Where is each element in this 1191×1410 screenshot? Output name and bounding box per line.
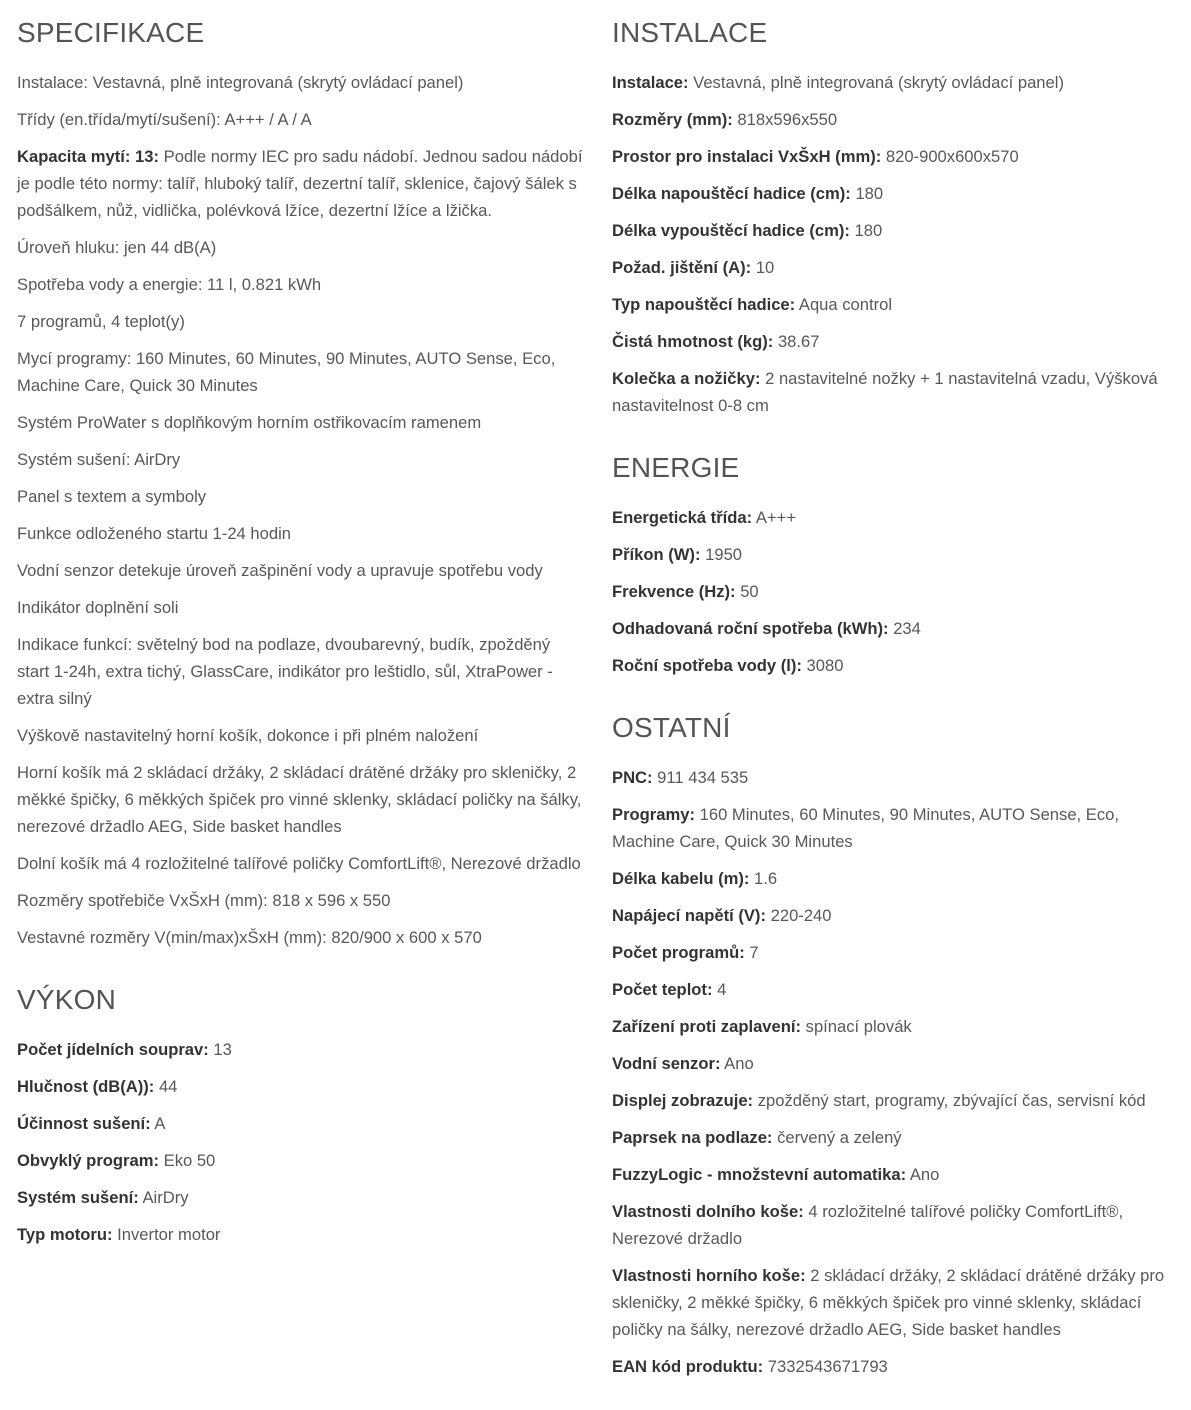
spec-list [17,1036,583,1248]
spec-value: Aqua control [795,295,893,314]
spec-value: 820-900x600x570 [881,147,1019,166]
spec-label: Odhadovaná roční spotřeba (kWh): [612,619,889,638]
spec-item [17,631,583,712]
spec-item [17,1184,583,1211]
spec-value: Eko 50 [159,1151,216,1170]
spec-item [612,328,1178,355]
spec-item [612,291,1178,318]
spec-value: Systém ProWater s doplňkovým horním ostřikovacím ramenem [17,413,482,432]
spec-value: 1950 [700,545,743,564]
spec-label: Instalace: [612,73,689,92]
spec-item [612,1353,1178,1380]
spec-value: Horní košík má 2 skládací držáky, 2 skládací drátěné držáky pro skleničky, 2 měkké špičky, 6 měkkých špiček pro vinné sklenky, skládací poličky na šálky, nerezové držadlo AEG, Side basket handles [17,763,582,836]
spec-label: Počet programů: [612,943,745,962]
spec-value: 38.67 [773,332,820,351]
section-title: ENERGIE [612,452,740,483]
spec-item [612,69,1178,96]
spec-value: 4 [712,980,727,999]
spec-value: 13 [208,1040,232,1059]
spec-item [612,939,1178,966]
spec-item [612,143,1178,170]
spec-label: FuzzyLogic - množstevní automatika: [612,1165,907,1184]
spec-value: A+++ [752,508,797,527]
spec-item [612,180,1178,207]
spec-label: Roční spotřeba vody (l): [612,656,802,675]
spec-item [17,345,583,399]
spec-item [612,365,1178,419]
spec-item [612,541,1178,568]
spec-value: Invertor motor [112,1225,221,1244]
section-title: OSTATNÍ [612,712,731,743]
spec-list [612,504,1178,679]
spec-label: Prostor pro instalaci VxŠxH (mm): [612,147,882,166]
spec-label: Čistá hmotnost (kg): [612,332,774,351]
spec-item [612,504,1178,531]
spec-value: Ano [906,1165,940,1184]
spec-label: Napájecí napětí (V): [612,906,766,925]
spec-label: Frekvence (Hz): [612,582,736,601]
spec-item [17,271,583,298]
spec-value: Třídy (en.třída/mytí/sušení): A+++ / A / A [17,110,312,129]
spec-value: zpožděný start, programy, zbývající čas, servisní kód [753,1091,1146,1110]
spec-item [17,924,583,951]
spec-item [612,1050,1178,1077]
spec-item [17,483,583,510]
spec-list [612,69,1178,419]
spec-label: Kolečka a nožičky: [612,369,761,388]
spec-item [17,887,583,914]
spec-item [612,652,1178,679]
spec-value: 10 [751,258,775,277]
spec-value: Funkce odloženého startu 1-24 hodin [17,524,291,543]
spec-label: Zařízení proti zaplavení: [612,1017,802,1036]
spec-item [17,409,583,436]
spec-item [612,1262,1178,1343]
spec-item [17,722,583,749]
spec-value: Výškově nastavitelný horní košík, dokonce i při plném naložení [17,726,479,745]
spec-item [612,578,1178,605]
section-ostatni [612,709,1178,1380]
spec-label: Příkon (W): [612,545,701,564]
left-column [17,14,583,1278]
spec-label: EAN kód produktu: [612,1357,764,1376]
spec-value: Mycí programy: 160 Minutes, 60 Minutes, 90 Minutes, AUTO Sense, Eco, Machine Care, Quick 30 Minutes [17,349,556,395]
spec-value: 2 skládací držáky, 2 skládací drátěné držáky pro skleničky, 2 měkké špičky, 6 měkkých špiček pro vinné sklenky, skládací poličky na šálky, nerezové držadlo AEG, Side basket handles [612,1266,1165,1339]
spec-item [612,254,1178,281]
spec-label: Účinnost sušení: [17,1114,151,1133]
spec-value: 44 [154,1077,178,1096]
spec-value: 7 programů, 4 teplot(y) [17,312,185,331]
spec-item [17,106,583,133]
section-specifikace [17,14,583,951]
section-instalace [612,14,1178,419]
section-title: VÝKON [17,984,117,1015]
spec-value: Vestavné rozměry V(min/max)xŠxH (mm): 820/900 x 600 x 570 [17,928,482,947]
spec-label: Kapacita mytí: 13: [17,147,160,166]
spec-value: Systém sušení: AirDry [17,450,181,469]
section-vykon [17,981,583,1248]
spec-item [612,801,1178,855]
spec-label: Počet jídelních souprav: [17,1040,209,1059]
spec-label: Vlastnosti horního koše: [612,1266,806,1285]
spec-item [17,1036,583,1063]
spec-value: Úroveň hluku: jen 44 dB(A) [17,238,217,257]
spec-value: Indikátor doplnění soli [17,598,179,617]
spec-label: Vlastnosti dolního koše: [612,1202,804,1221]
spec-value: 7 [744,943,759,962]
spec-item [17,557,583,584]
spec-label: Obvyklý program: [17,1151,160,1170]
spec-value: 2 nastavitelné nožky + 1 nastavitelná vzadu, Výšková nastavitelnost 0-8 cm [612,369,1158,415]
spec-value: Panel s textem a symboly [17,487,207,506]
spec-label: Délka kabelu (m): [612,869,750,888]
spec-value: Ano [720,1054,754,1073]
spec-value: Dolní košík má 4 rozložitelné talířové poličky ComfortLift®, Nerezové držadlo [17,854,581,873]
spec-label: Rozměry (mm): [612,110,733,129]
spec-label: Programy: [612,805,695,824]
spec-label: Displej zobrazuje: [612,1091,754,1110]
spec-value: Indikace funkcí: světelný bod na podlaze, dvoubarevný, budík, zpožděný start 1-24h, extra tichý, GlassCare, indikátor pro leštidlo, sůl, XtraPower - extra silný [17,635,553,708]
spec-label: Typ napouštěcí hadice: [612,295,796,314]
spec-value: 180 [850,184,884,203]
spec-list [17,69,583,951]
spec-value: 7332543671793 [763,1357,888,1376]
spec-label: Paprsek na podlaze: [612,1128,773,1147]
spec-label: Hlučnost (dB(A)): [17,1077,155,1096]
spec-item [612,902,1178,929]
spec-value: Rozměry spotřebiče VxŠxH (mm): 818 x 596 x 550 [17,891,391,910]
spec-value: 1.6 [749,869,778,888]
spec-label: Systém sušení: [17,1188,139,1207]
spec-item [17,69,583,96]
spec-value: 220-240 [766,906,832,925]
section-title: SPECIFIKACE [17,17,205,48]
spec-value: 4 rozložitelné talířové poličky ComfortLift®, Nerezové držadlo [612,1202,1124,1248]
spec-value: Vodní senzor detekuje úroveň zašpinění vody a upravuje spotřebu vody [17,561,543,580]
spec-item [17,446,583,473]
spec-value: Podle normy IEC pro sadu nádobí. Jednou sadou nádobí je podle této normy: talíř, hluboký talíř, dezertní talíř, sklenice, čajový šálek s podšálkem, nůž, vidlička, polévková lžíce, dezertní lžíce a lžička. [17,147,583,220]
spec-value: A [150,1114,166,1133]
spec-item [612,1124,1178,1151]
spec-label: PNC: [612,768,653,787]
spec-value: Spotřeba vody a energie: 11 l, 0.821 kWh [17,275,322,294]
spec-value: červený a zelený [772,1128,902,1147]
spec-value: Vestavná, plně integrovaná (skrytý ovládací panel) [688,73,1064,92]
spec-value: 180 [849,221,883,240]
spec-item [17,1147,583,1174]
spec-item [612,764,1178,791]
spec-label: Délka vypouštěcí hadice (cm): [612,221,850,240]
spec-label: Vodní senzor: [612,1054,721,1073]
spec-item [612,615,1178,642]
spec-label: Typ motoru: [17,1225,113,1244]
spec-item [17,143,583,224]
spec-item [17,759,583,840]
spec-item [612,976,1178,1003]
spec-value: 234 [888,619,921,638]
spec-value: 50 [735,582,759,601]
spec-item [612,1087,1178,1114]
spec-value: Instalace: Vestavná, plně integrovaná (skrytý ovládací panel) [17,73,464,92]
section-energie [612,449,1178,679]
spec-item [612,106,1178,133]
spec-item [17,308,583,335]
spec-label: Požad. jištění (A): [612,258,752,277]
spec-item [612,217,1178,244]
spec-value: spínací plovák [801,1017,912,1036]
right-column [612,14,1178,1410]
spec-item [612,1198,1178,1252]
spec-value: 160 Minutes, 60 Minutes, 90 Minutes, AUTO Sense, Eco, Machine Care, Quick 30 Minutes [612,805,1119,851]
spec-label: Délka napouštěcí hadice (cm): [612,184,851,203]
spec-item [17,1221,583,1248]
spec-item [17,850,583,877]
spec-value: AirDry [138,1188,189,1207]
spec-item [612,1013,1178,1040]
spec-item [17,520,583,547]
spec-label: Počet teplot: [612,980,713,999]
spec-label: Energetická třída: [612,508,753,527]
spec-item [612,1161,1178,1188]
spec-value: 911 434 535 [652,768,749,787]
spec-item [17,594,583,621]
spec-value: 3080 [801,656,844,675]
spec-value: 818x596x550 [732,110,838,129]
spec-item [17,1110,583,1137]
section-title: INSTALACE [612,17,768,48]
spec-item [17,1073,583,1100]
spec-list [612,764,1178,1380]
spec-item [17,234,583,261]
spec-item [612,865,1178,892]
